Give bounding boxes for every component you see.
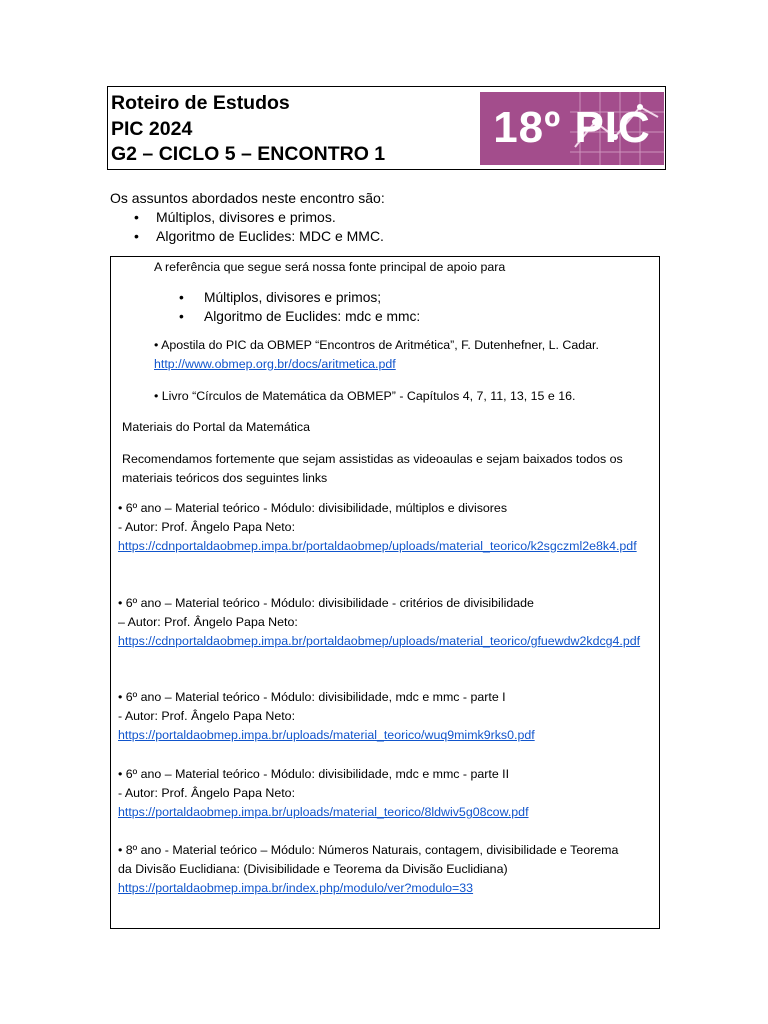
intro-lead: Os assuntos abordados neste encontro são: — [110, 190, 385, 206]
intro-item: • Algoritmo de Euclides: MDC e MMC. — [110, 227, 385, 246]
material-item-8ano — [118, 841, 656, 898]
material-author: – Autor: Prof. Ângelo Papa Neto: — [118, 615, 298, 629]
material-item — [118, 765, 656, 822]
reference-item: • Múltiplos, divisores e primos; — [177, 288, 420, 307]
logo-text: 18º PIC — [493, 103, 651, 152]
header-title — [111, 91, 385, 168]
apostila-text: • Apostila do PIC da OBMEP “Encontros de Aritmética”, F. Dutenhefner, L. Cadar. — [154, 338, 599, 352]
title-line-1: Roteiro de Estudos — [111, 92, 290, 114]
material-link[interactable]: https://portaldaobmep.impa.br/uploads/material_teorico/8ldwiv5g08cow.pdf — [118, 805, 529, 819]
material-title-line-1: • 8º ano - Material teórico – Módulo: Números Naturais, contagem, divisibilidade e Teorema — [118, 843, 619, 857]
intro-item: • Múltiplos, divisores e primos. — [110, 208, 385, 227]
content-box — [110, 256, 660, 929]
title-line-2: PIC 2024 — [111, 117, 193, 140]
recommend-line-2: materiais teóricos dos seguintes links — [122, 471, 328, 485]
intro-section — [110, 189, 385, 246]
material-author: - Autor: Prof. Ângelo Papa Neto: — [118, 520, 296, 534]
livro-text: • Livro “Círculos de Matemática da OBMEP” - Capítulos 4, 7, 11, 13, 15 e 16. — [154, 389, 576, 403]
reference-intro: A referência que segue será nossa fonte principal de apoio para — [154, 260, 506, 274]
material-item — [118, 594, 656, 651]
header-box — [107, 86, 666, 170]
material-author: - Autor: Prof. Ângelo Papa Neto: — [118, 786, 296, 800]
material-title: • 6º ano – Material teórico - Módulo: divisibilidade - critérios de divisibilidade — [118, 596, 534, 610]
material-item — [118, 688, 656, 745]
intro-list — [110, 208, 385, 246]
material-link[interactable]: https://portaldaobmep.impa.br/uploads/material_teorico/wuq9mimk9rks0.pdf — [118, 728, 535, 742]
material-title: • 6º ano – Material teórico - Módulo: divisibilidade, múltiplos e divisores — [118, 501, 508, 515]
reference-list — [177, 288, 420, 326]
material-author: - Autor: Prof. Ângelo Papa Neto: — [118, 709, 296, 723]
material-link[interactable]: https://cdnportaldaobmep.impa.br/portaldaobmep/uploads/material_teorico/gfuewdw2kdcg4.pdf — [118, 634, 641, 648]
title-line-3: G2 – CICLO 5 – ENCONTRO 1 — [111, 143, 386, 165]
reference-item: • Algoritmo de Euclides: mdc e mmc: — [177, 307, 420, 326]
material-title-line-2: da Divisão Euclidiana: (Divisibilidade e Teorema da Divisão Euclidiana) — [118, 862, 508, 876]
material-link[interactable]: https://cdnportaldaobmep.impa.br/portaldaobmep/uploads/material_teorico/k2sgczml2e8k4.pdf — [118, 539, 637, 553]
recommend-line-1: Recomendamos fortemente que sejam assistidas as videoaulas e sejam baixados todos os — [122, 452, 623, 466]
portal-heading: Materiais do Portal da Matemática — [122, 420, 311, 434]
pic-logo — [480, 92, 664, 165]
material-item — [118, 499, 656, 556]
material-link[interactable]: https://portaldaobmep.impa.br/index.php/modulo/ver?modulo=33 — [118, 881, 474, 895]
apostila-link[interactable]: http://www.obmep.org.br/docs/aritmetica.pdf — [154, 357, 396, 371]
material-title: • 6º ano – Material teórico - Módulo: divisibilidade, mdc e mmc - parte II — [118, 767, 510, 781]
material-title: • 6º ano – Material teórico - Módulo: divisibilidade, mdc e mmc - parte I — [118, 690, 506, 704]
